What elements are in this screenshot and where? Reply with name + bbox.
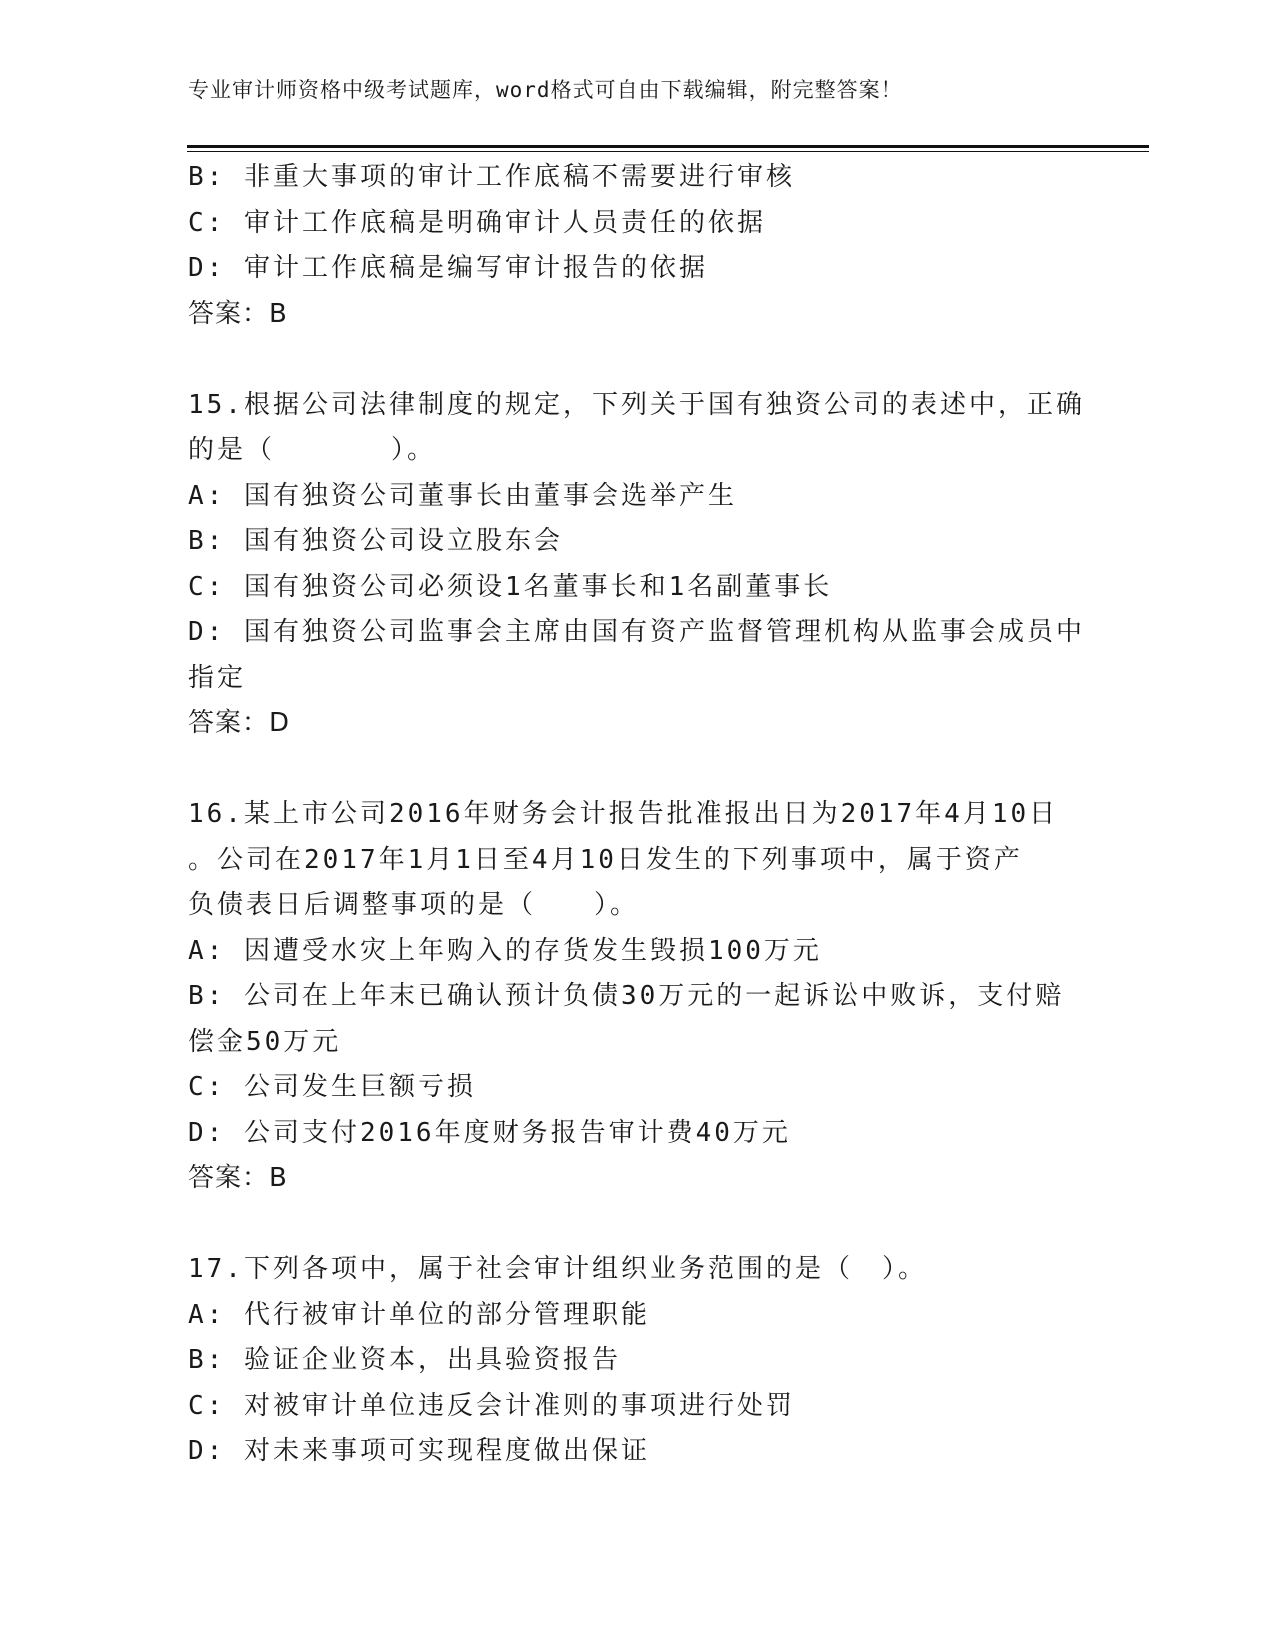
question-block	[188, 792, 1088, 1202]
document-body	[188, 155, 1088, 1475]
question-line: A: 因遭受水灾上年购入的存货发生毁损100万元	[188, 935, 822, 966]
question-line: C: 对被审计单位违反会计准则的事项进行处罚	[188, 1390, 795, 1421]
question-block	[188, 1247, 1088, 1475]
question-line: B: 公司在上年末已确认预计负债30万元的一起诉讼中败诉，支付赔	[188, 981, 1065, 1011]
question-line: C: 审计工作底稿是明确审计人员责任的依据	[188, 207, 766, 238]
question-block	[188, 383, 1088, 747]
question-line: C: 国有独资公司必须设1名董事长和1名副董事长	[188, 571, 833, 602]
question-line: 偿金50万元	[188, 1026, 342, 1057]
question-block	[188, 155, 1088, 337]
question-line: 。公司在2017年1月1日至4月10日发生的下列事项中，属于资产	[188, 844, 1023, 875]
question-line: 的是（ ）。	[188, 435, 437, 465]
block-spacer	[188, 1202, 1088, 1248]
question-line: 15.根据公司法律制度的规定，下列关于国有独资公司的表述中，正确	[188, 389, 1085, 420]
answer-line: 答案：B	[188, 1163, 288, 1193]
page-header: 专业审计师资格中级考试题库，word格式可自由下载编辑，附完整答案！	[188, 78, 903, 102]
question-line: D: 对未来事项可实现程度做出保证	[188, 1436, 650, 1466]
question-line: C: 公司发生巨额亏损	[188, 1072, 476, 1102]
block-spacer	[188, 337, 1088, 383]
question-line: D: 公司支付2016年度财务报告审计费40万元	[188, 1117, 791, 1148]
answer-line: 答案：B	[188, 298, 288, 329]
question-line: B: 验证企业资本，出具验资报告	[188, 1345, 621, 1375]
header-rule-thick	[187, 145, 1149, 148]
question-line: B: 非重大事项的审计工作底稿不需要进行审核	[188, 162, 795, 192]
question-line: 17.下列各项中，属于社会审计组织业务范围的是（ ）。	[188, 1254, 927, 1284]
question-line: B: 国有独资公司设立股东会	[188, 526, 563, 556]
question-line: 指定	[188, 662, 247, 693]
question-line: 负债表日后调整事项的是（ ）。	[188, 890, 640, 920]
question-line: A: 代行被审计单位的部分管理职能	[188, 1299, 650, 1330]
question-line: A: 国有独资公司董事长由董事会选举产生	[188, 480, 737, 511]
block-spacer	[188, 747, 1088, 793]
question-line: 16.某上市公司2016年财务会计报告批准报出日为2017年4月10日	[188, 799, 1059, 829]
question-line: D: 审计工作底稿是编写审计报告的依据	[188, 253, 708, 283]
answer-line: 答案：D	[188, 708, 291, 738]
question-line: D: 国有独资公司监事会主席由国有资产监督管理机构从监事会成员中	[188, 617, 1085, 647]
header-rule-thin	[187, 151, 1149, 152]
